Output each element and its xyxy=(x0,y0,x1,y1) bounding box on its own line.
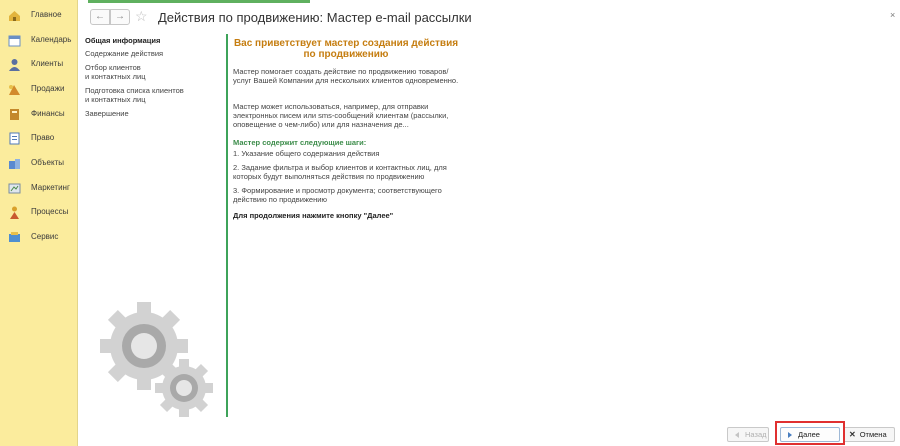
step-line-2: 2. Задание фильтра и выбор клиентов и контактных лиц, для которых будут выполняться действия по продвижению xyxy=(233,163,447,181)
calendar-icon xyxy=(7,33,22,48)
sidebar-item-finance[interactable] xyxy=(0,104,78,126)
cancel-button[interactable] xyxy=(843,427,895,442)
forward-button[interactable]: → xyxy=(110,9,130,25)
objects-icon xyxy=(7,156,22,171)
step-select-clients[interactable]: Отбор клиентов и контактных лиц xyxy=(85,63,146,81)
active-tab-accent xyxy=(88,0,310,3)
step-general-info[interactable]: Общая информация xyxy=(85,36,161,45)
arrow-left-icon xyxy=(733,431,741,439)
sidebar-item-objects[interactable] xyxy=(0,153,78,175)
sidebar-item-label: Процессы xyxy=(31,207,69,216)
vertical-divider xyxy=(226,34,228,417)
sidebar-item-sales[interactable] xyxy=(0,79,78,101)
back-button[interactable]: ← xyxy=(90,9,110,25)
service-icon xyxy=(7,230,22,245)
home-icon xyxy=(7,8,22,23)
sidebar-item-label: Финансы xyxy=(31,109,65,118)
step-prepare-list[interactable]: Подготовка списка клиентов и контактных лиц xyxy=(85,86,184,104)
next-button-highlight xyxy=(775,421,845,445)
sidebar-item-label: Сервис xyxy=(31,232,59,241)
sidebar-item-label: Право xyxy=(31,133,55,142)
step-content[interactable]: Содержание действия xyxy=(85,49,164,58)
back-step-button[interactable] xyxy=(727,427,769,442)
step-line-1: 1. Указание общего содержания действия xyxy=(233,149,380,158)
sidebar-item-law[interactable] xyxy=(0,128,78,150)
close-icon[interactable]: × xyxy=(890,10,896,20)
sales-icon xyxy=(7,82,22,97)
cancel-label: Отмена xyxy=(859,430,887,439)
gears-illustration xyxy=(96,298,218,418)
sidebar-item-marketing[interactable] xyxy=(0,178,78,200)
favorite-star-icon[interactable]: ☆ xyxy=(135,8,148,24)
cancel-x-icon: ✕ xyxy=(849,430,856,439)
law-icon xyxy=(7,131,22,146)
marketing-icon xyxy=(7,181,22,196)
back-step-label: Назад xyxy=(745,430,767,439)
intro-paragraph: Мастер помогает создать действие по продвижению товаров/услуг Вашей Компании для нескольких клиентов одновременно. xyxy=(233,67,459,85)
usage-paragraph: Мастер может использоваться, например, для отправки электронных писем или sms-сообщений клиентам (рассылки, оповещение о чем-либо) или для назначения де... xyxy=(233,102,449,129)
step-finish[interactable]: Завершение xyxy=(85,109,129,118)
sidebar-item-main[interactable] xyxy=(0,5,78,27)
sidebar-item-label: Клиенты xyxy=(31,59,64,68)
sidebar-item-service[interactable] xyxy=(0,227,78,249)
sidebar-item-clients[interactable] xyxy=(0,54,78,76)
sidebar-item-processes[interactable] xyxy=(0,202,78,224)
sidebar-item-label: Календарь xyxy=(31,35,72,44)
welcome-heading: Вас приветствует мастер создания действия по продвижению xyxy=(233,38,459,60)
finance-icon xyxy=(7,107,22,122)
processes-icon xyxy=(7,205,22,220)
steps-heading: Мастер содержит следующие шаги: xyxy=(233,138,367,147)
sidebar-item-calendar[interactable] xyxy=(0,30,78,52)
sidebar-item-label: Объекты xyxy=(31,158,64,167)
continue-instruction: Для продолжения нажмите кнопку "Далее" xyxy=(233,211,394,220)
sidebar-item-label: Главное xyxy=(31,10,62,19)
next-label: Далее xyxy=(798,430,820,439)
step-line-3: 3. Формирование и просмотр документа; соответствующего действию по продвижению xyxy=(233,186,442,204)
sidebar-item-label: Маркетинг xyxy=(31,183,70,192)
sidebar-item-label: Продажи xyxy=(31,84,65,93)
section-panel xyxy=(0,0,78,446)
clients-icon xyxy=(7,57,22,72)
page-title: Действия по продвижению: Мастер e-mail рассылки xyxy=(158,10,472,25)
